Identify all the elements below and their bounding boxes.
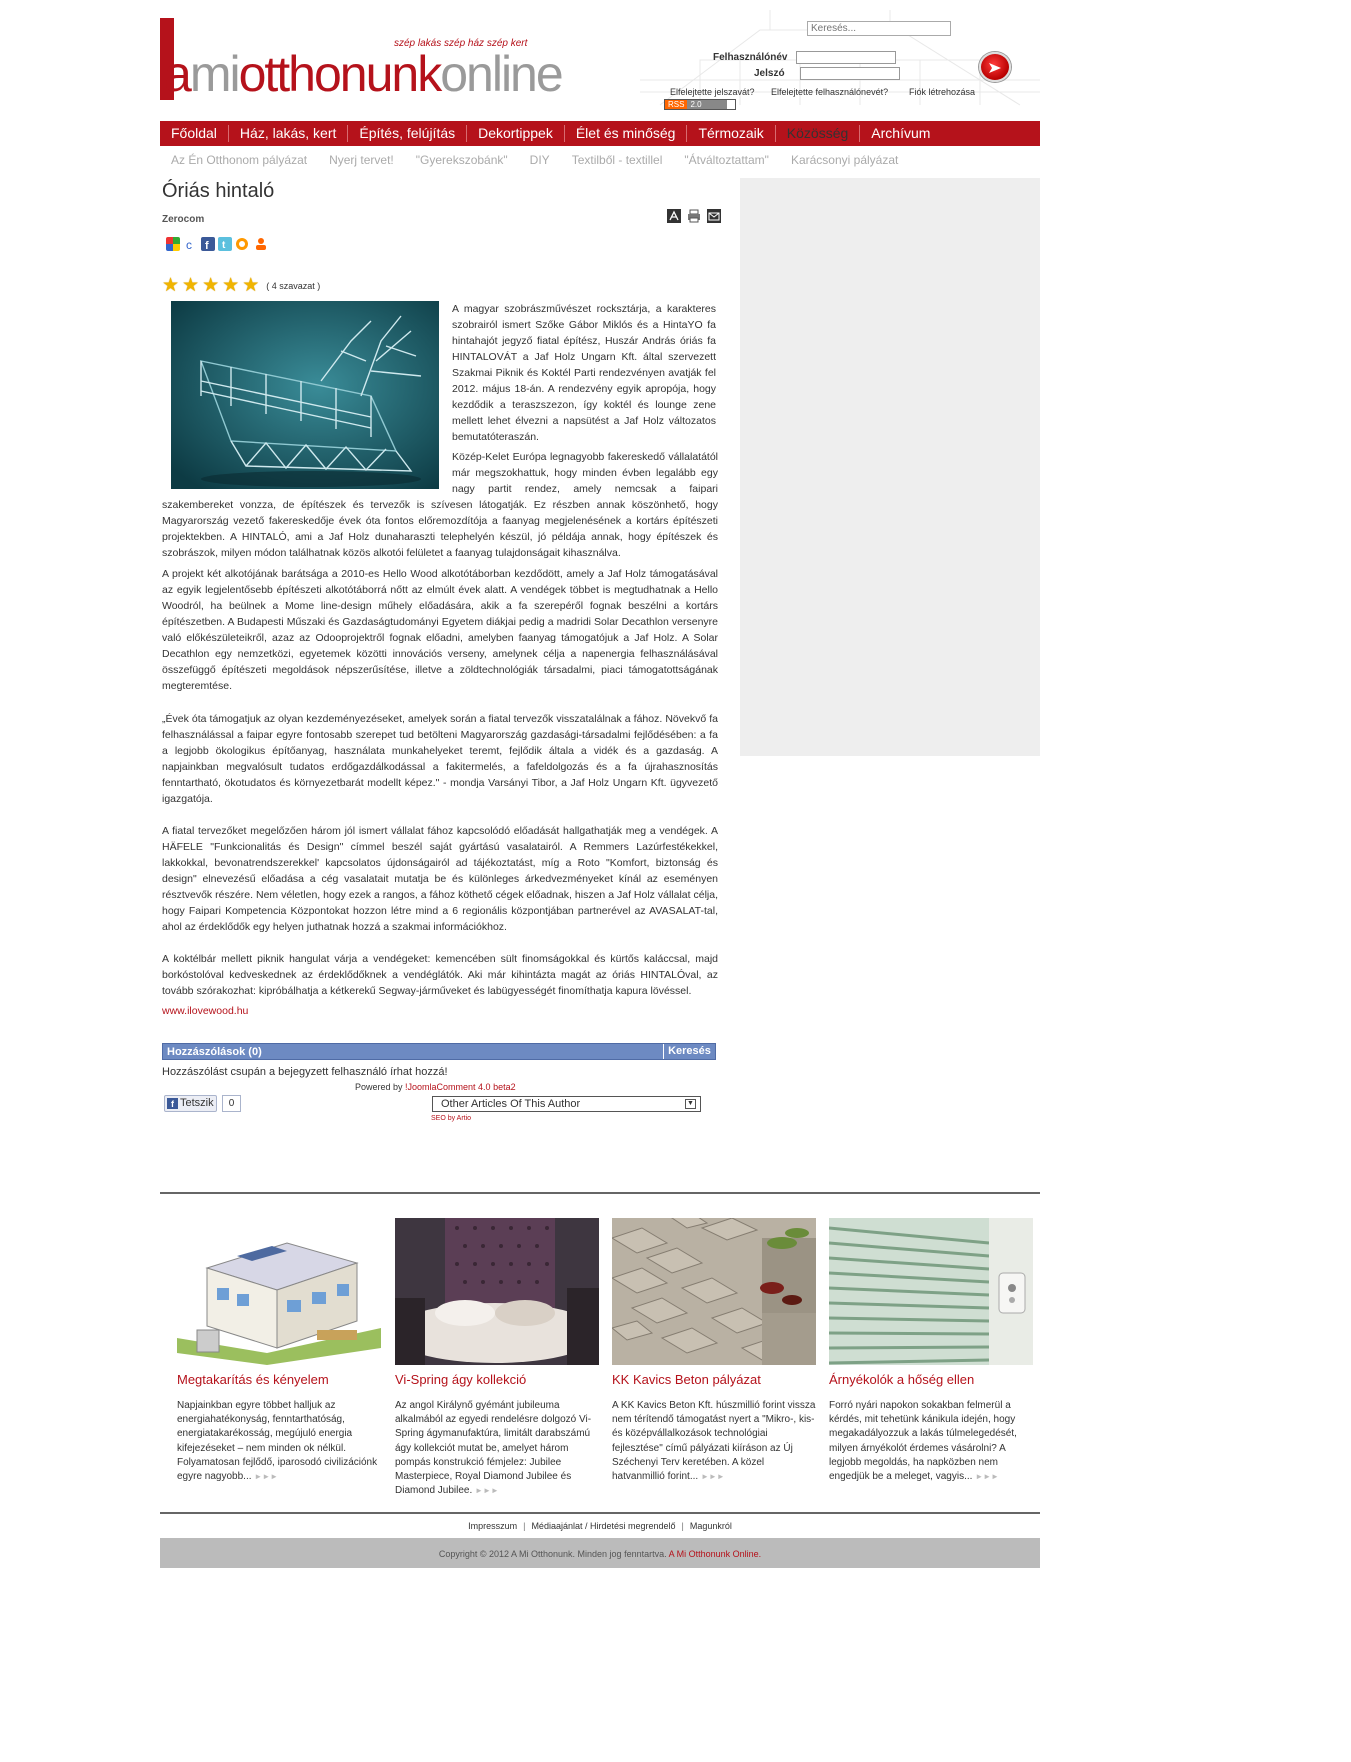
article-author: Zerocom <box>162 214 205 225</box>
article-title: Óriás hintaló <box>162 180 275 202</box>
other-articles-select[interactable] <box>432 1096 701 1112</box>
promo-image-blinds[interactable] <box>829 1218 1033 1365</box>
other-articles-selected: Other Articles Of This Author <box>441 1098 581 1110</box>
rating-star-icon[interactable]: ★ <box>182 275 200 296</box>
site-header <box>160 10 1040 120</box>
nav-item-haz-lakas-kert[interactable]: Ház, lakás, kert <box>229 125 348 142</box>
copyright-text: Copyright © 2012 A Mi Otthonunk. Minden jog fenntartva. <box>438 1549 669 1559</box>
comments-note: Hozzászólást csupán a bejegyzett felhasználó írhat hozzá! <box>162 1066 448 1078</box>
rss-version: 2.0 <box>687 100 727 109</box>
seo-link[interactable]: SEO by Artio <box>431 1115 472 1122</box>
footer-links <box>160 1521 1040 1531</box>
nav-item-elet-es-minoseg[interactable]: Élet és minőség <box>565 125 688 142</box>
subnav-item-textilbol[interactable]: Textilből - textillel <box>571 153 663 167</box>
article-paragraph: „Évek óta támogatjuk az olyan kezdeményezéseket, amelyek során a fiatal tervezők visszatalálnak a fához. Növekvő fa felhasználással a faipar egyre fontosabb szerepet tud betölteni Magyarország gazdasági-társadalmi fejlődésében: a fa a legjobb ökologikus építőanyag, használata munkahelyeket teremt, fejlődik általa a vidék és a gazdaság. A napjainkban megvalósult tudatos erdőgazdálkodással a fakitermelés, a fafeldolgozás és a fa újrahasznosítás fenntartható, ökotudatos és környezetbarát modellt képez." - mondja Varsányi Tibor, a Jaf Holz Ungarn Kft. ügyvezető igazgatója. <box>162 713 718 805</box>
subnav-item-nyerj-tervet[interactable]: Nyerj tervet! <box>329 153 394 167</box>
article-paragraph-wrap <box>162 449 718 561</box>
forgot-password-link[interactable]: Elfelejtette jelszavát? <box>670 87 755 97</box>
promo-image-bed[interactable] <box>395 1218 599 1365</box>
email-icon[interactable] <box>707 209 721 223</box>
promo-text <box>829 1399 1033 1484</box>
svg-text:c: c <box>186 238 192 251</box>
rss-badge[interactable] <box>664 99 736 110</box>
nav-item-fooldal[interactable]: Főoldal <box>160 125 229 142</box>
svg-text:t: t <box>222 240 226 251</box>
password-label: Jelszó <box>754 68 785 79</box>
promo-text <box>395 1399 599 1498</box>
nav-item-termozaik[interactable]: Térmozaik <box>687 125 775 142</box>
username-label: Felhasználónév <box>713 52 788 63</box>
nav-item-dekortippek[interactable]: Dekortippek <box>467 125 565 142</box>
footer-separator: | <box>523 1521 526 1531</box>
promo-title[interactable]: Vi-Spring ágy kollekció <box>395 1372 527 1387</box>
copyright-bar <box>160 1538 1040 1568</box>
article-paragraph: Közép-Kelet Európa legnagyobb fakereskedő vállalatától már megszokhattuk, hogy minden évben legalább egy nagy partit rendez, amely nemcsak a faipari szakembereket vonzza, de építészek és tervezők is szívesen látogatják. Ez részben annak köszönhető, hogy Magyarország vezető fakereskedője évek óta fontos előremozdítója a faanyag megjelenésének a kortárs építészeti projektekben. A HINTALÓ, ami a Jaf Holz dunaharaszti telephelyén készül, jó példája annak, hogy építészek és szobrászok, milyen módon találhatnak közös alkotói felületet a faanyag tulajdonságait kihasználva. <box>162 451 718 559</box>
facebook-icon: f <box>167 1098 178 1109</box>
google-bookmark-icon[interactable] <box>166 237 180 251</box>
image-wrap-spacer <box>162 449 452 497</box>
promo-text-body: A KK Kavics Beton Kft. húszmillió forint vissza nem térítendő támogatást nyert a "Mikro-, kis- és középvállalkozások technológiai fejlesztése" című pályázati kiíráson az Új Széchenyi Terv keretében. A közel hatvanmillió forint... <box>612 1400 816 1483</box>
logo-part-a: a <box>164 46 190 102</box>
logo-part-mi: mi <box>189 46 239 102</box>
svg-text:f: f <box>205 240 209 251</box>
subnav-item-karacsonyi[interactable]: Karácsonyi pályázat <box>790 153 899 167</box>
twitter-icon[interactable] <box>218 237 232 251</box>
like-count: 0 <box>222 1095 241 1112</box>
nav-item-kozosseg[interactable]: Közösség <box>776 125 860 142</box>
powered-by <box>355 1082 516 1092</box>
promo-text-body: Napjainkban egyre többet halljuk az energiahatékonyság, fenntarthatóság, energiatakarékosság, megújuló energia kifejezéseket – nem minden ok nélkül. Folyamatosan fejlődő, iparosodó civilizációnk egyre nagyobb... <box>177 1400 378 1483</box>
footer-link-mediaajanlat[interactable]: Médiaajánlat / Hirdetési megrendelő <box>531 1521 676 1531</box>
sidebar-ad-area <box>740 178 1040 756</box>
joomlacomment-link[interactable]: !JoomlaComment 4.0 beta2 <box>405 1082 516 1092</box>
nav-item-epites-felujitas[interactable]: Építés, felújítás <box>348 125 467 142</box>
username-field[interactable] <box>796 51 896 64</box>
footer-divider <box>160 1192 1040 1194</box>
footer-separator: | <box>681 1521 684 1531</box>
site-logo[interactable] <box>164 44 562 104</box>
copyright-site-link[interactable]: A Mi Otthonunk Online. <box>668 1549 762 1559</box>
bookmark-icon[interactable] <box>235 237 249 251</box>
promo-image-pavers[interactable] <box>612 1218 816 1365</box>
footer-bottom-divider <box>160 1512 1040 1514</box>
logo-part-otthonunk: otthonunk <box>238 46 441 102</box>
nav-item-archivum[interactable]: Archívum <box>871 125 931 141</box>
article-external-link[interactable]: www.ilovewood.hu <box>162 1005 249 1017</box>
promo-text <box>177 1399 381 1484</box>
forgot-username-link[interactable]: Elfelejtette felhasználónevét? <box>771 87 889 97</box>
facebook-like-button[interactable] <box>164 1095 217 1112</box>
article <box>162 180 718 1017</box>
rating-star-icon[interactable]: ★ <box>202 275 220 296</box>
promo-text-body: Az angol Királynő gyémánt jubileuma alkalmából az egyedi rendelésre dolgozó Vi-Spring ágymanufaktúra, limitált darabszámú ágy kollekciót mutat be, amelyet három pompás konstrukció fémjelez: Jubilee Masterpiece, Royal Diamond Jubilee és Diamond Jubilee. <box>395 1400 592 1497</box>
pdf-icon[interactable] <box>667 209 681 223</box>
promo-title[interactable]: Árnyékolók a hőség ellen <box>829 1372 975 1387</box>
read-more-link[interactable]: ►►► <box>254 1472 279 1482</box>
main-nav <box>160 121 1040 146</box>
rating-star-icon[interactable]: ★ <box>162 275 180 296</box>
print-icon[interactable] <box>687 209 701 223</box>
promo-text-body: Forró nyári napokon sokakban felmerül a kérdés, mit tehetünk kánikula idején, hogy megakadályozzuk a lakás túlmelegedését, milyen árnyékolót érdemes vásárolni? A legjobb megoldás, ha napközben nem engedjük be a meleget, vagyis... <box>829 1400 1017 1483</box>
article-paragraph: A magyar szobrászművészet rocksztárja, a karakteres szobrairól ismert Szőke Gábor Miklós és a HintaYO fa hintahajót jegyző fiatal építész, Huszár András óriás fa HINTALOVÁT a Jaf Holz Ungarn Kft. által szervezett Szakmai Piknik és Koktél Parti rendezvényen avatják fel 2012. május 18-án. A rendezvény egyik apropója, hogy kezdődik a teraszszezon, így koktél és lounge zene mellett lehet élvezni a napsütést a Jaf Holz változatos bemutatóteraszán. <box>452 303 716 443</box>
chevron-down-icon: ▼ <box>685 1099 696 1109</box>
promo-title[interactable]: KK Kavics Beton pályázat <box>612 1372 761 1387</box>
comments-header <box>162 1043 716 1060</box>
arrow-right-icon <box>987 61 1003 75</box>
promo-image-house[interactable] <box>177 1218 381 1365</box>
logo-part-online: online <box>440 46 562 102</box>
delicious-icon[interactable] <box>184 237 198 251</box>
like-label: Tetszik <box>180 1097 214 1109</box>
article-paragraph: A fiatal tervezőket megelőzően három jól ismert vállalat fához kapcsolódó előadását hallgathatják meg a vendégek. A HÄFELE "Funkcionalitás és Design" címmel beszél saját gyártású vasalatairól. A Remmers Lazúrfestékekkel, lakkokkal, bevonatrendszerekkel' kapcsolatos újdonságairól ad tájékoztatást, míg a Roto "Komfort, biztonság és design" elnevezésű előadása a cég vasalatait mutatja be és különleges árkedvezményeket kínál az eseményen résztvevők részére. Nem véletlen, hogy ezek a rangos, a fához köthető cégek előadnak, hiszen a Jaf Holz vállalat célja, hogy Faipari Kompetencia Központokat hozzon létre mind a 6 regionális központjában partnerével az AVASALAT-tal, ahol az érdeklődők egy helyen juthatnak hozzá a szakmai információkhoz. <box>162 825 718 933</box>
login-submit-button[interactable] <box>979 52 1011 82</box>
password-field[interactable] <box>800 67 900 80</box>
subnav-item-diy[interactable]: DIY <box>529 153 550 167</box>
facebook-icon[interactable] <box>201 237 215 251</box>
article-paragraph: A koktélbár mellett piknik hangulat várja a vendégeket: kemencében sült finomságokkal és kürtős kaláccsal, majd borkóstolóval kedveskednek az érdeklődőknek a vendéglátók. Aki már kihintázta magát az óriás HINTALÓval, az tovább szórakozhat: kipróbálhatja a kétkerekű Segway-járműveket és labügyességét finomíthatja kapura lövéssel. <box>162 953 718 997</box>
rating-star-icon[interactable]: ★ <box>242 275 260 296</box>
read-more-link[interactable]: ►►► <box>700 1472 725 1482</box>
tagline: szép lakás szép ház szép kert <box>394 38 528 49</box>
comments-search-button[interactable]: Keresés <box>663 1044 715 1059</box>
subnav-item-en-otthonom[interactable]: Az Én Otthonom pályázat <box>171 153 308 167</box>
powered-prefix: Powered by <box>355 1082 406 1092</box>
footer-link-magunkrol[interactable]: Magunkról <box>689 1521 732 1531</box>
footer-link-impresszum[interactable]: Impresszum <box>468 1521 518 1531</box>
subnav-item-atvaltoztattam[interactable]: "Átváltoztattam" <box>684 153 769 167</box>
subnav-item-gyerekszobank[interactable]: "Gyerekszobánk" <box>415 153 508 167</box>
article-rating <box>162 276 320 296</box>
article-paragraph: A projekt két alkotójának barátsága a 2010-es Hello Wood alkotótáborban kezdődött, amely a Jaf Holz támogatásával az egyik legjelentősebb építészeti alkotótáborrá nőtt az elmúlt évek alatt. A vendégek többet is megtudhatnak a Hello Woodról, ha beülnek a Mome line-design műhely előadására, akik a fa szerepéről fognak beszélni a kortárs építészetben. A Budapesti Műszaki és Gazdaságtudományi Egyetem diákjai pedig a madridi Solar Decathlon versenyre való előkészületeikről, azaz az Odooprojektről fognak előadni, amelyben faanyag támogatójuk a Jaf Holz. A Solar Decathlon egy nemzetközi, egyetemek közötti innovációs verseny, amelynek célja a napenergia felhasználásával összefüggő építészeti megoldások népszerűsítése, illetve a zöldtechnológiák társadalmi, piaci támogatottságának megteremtése. <box>162 568 718 692</box>
rating-votes: ( 4 szavazat ) <box>266 281 321 291</box>
sub-nav <box>160 151 1040 169</box>
rating-star-icon[interactable]: ★ <box>222 275 240 296</box>
create-account-link[interactable]: Fiók létrehozása <box>909 87 976 97</box>
promo-title[interactable]: Megtakarítás és kényelem <box>177 1372 329 1387</box>
promo-text <box>612 1399 816 1484</box>
comments-title: Hozzászólások (0) <box>167 1046 262 1058</box>
search-input[interactable] <box>807 21 951 36</box>
read-more-link[interactable]: ►►► <box>975 1472 999 1482</box>
rss-label: RSS <box>665 100 687 109</box>
read-more-link[interactable]: ►►► <box>475 1486 499 1496</box>
user-share-icon[interactable] <box>254 237 268 251</box>
